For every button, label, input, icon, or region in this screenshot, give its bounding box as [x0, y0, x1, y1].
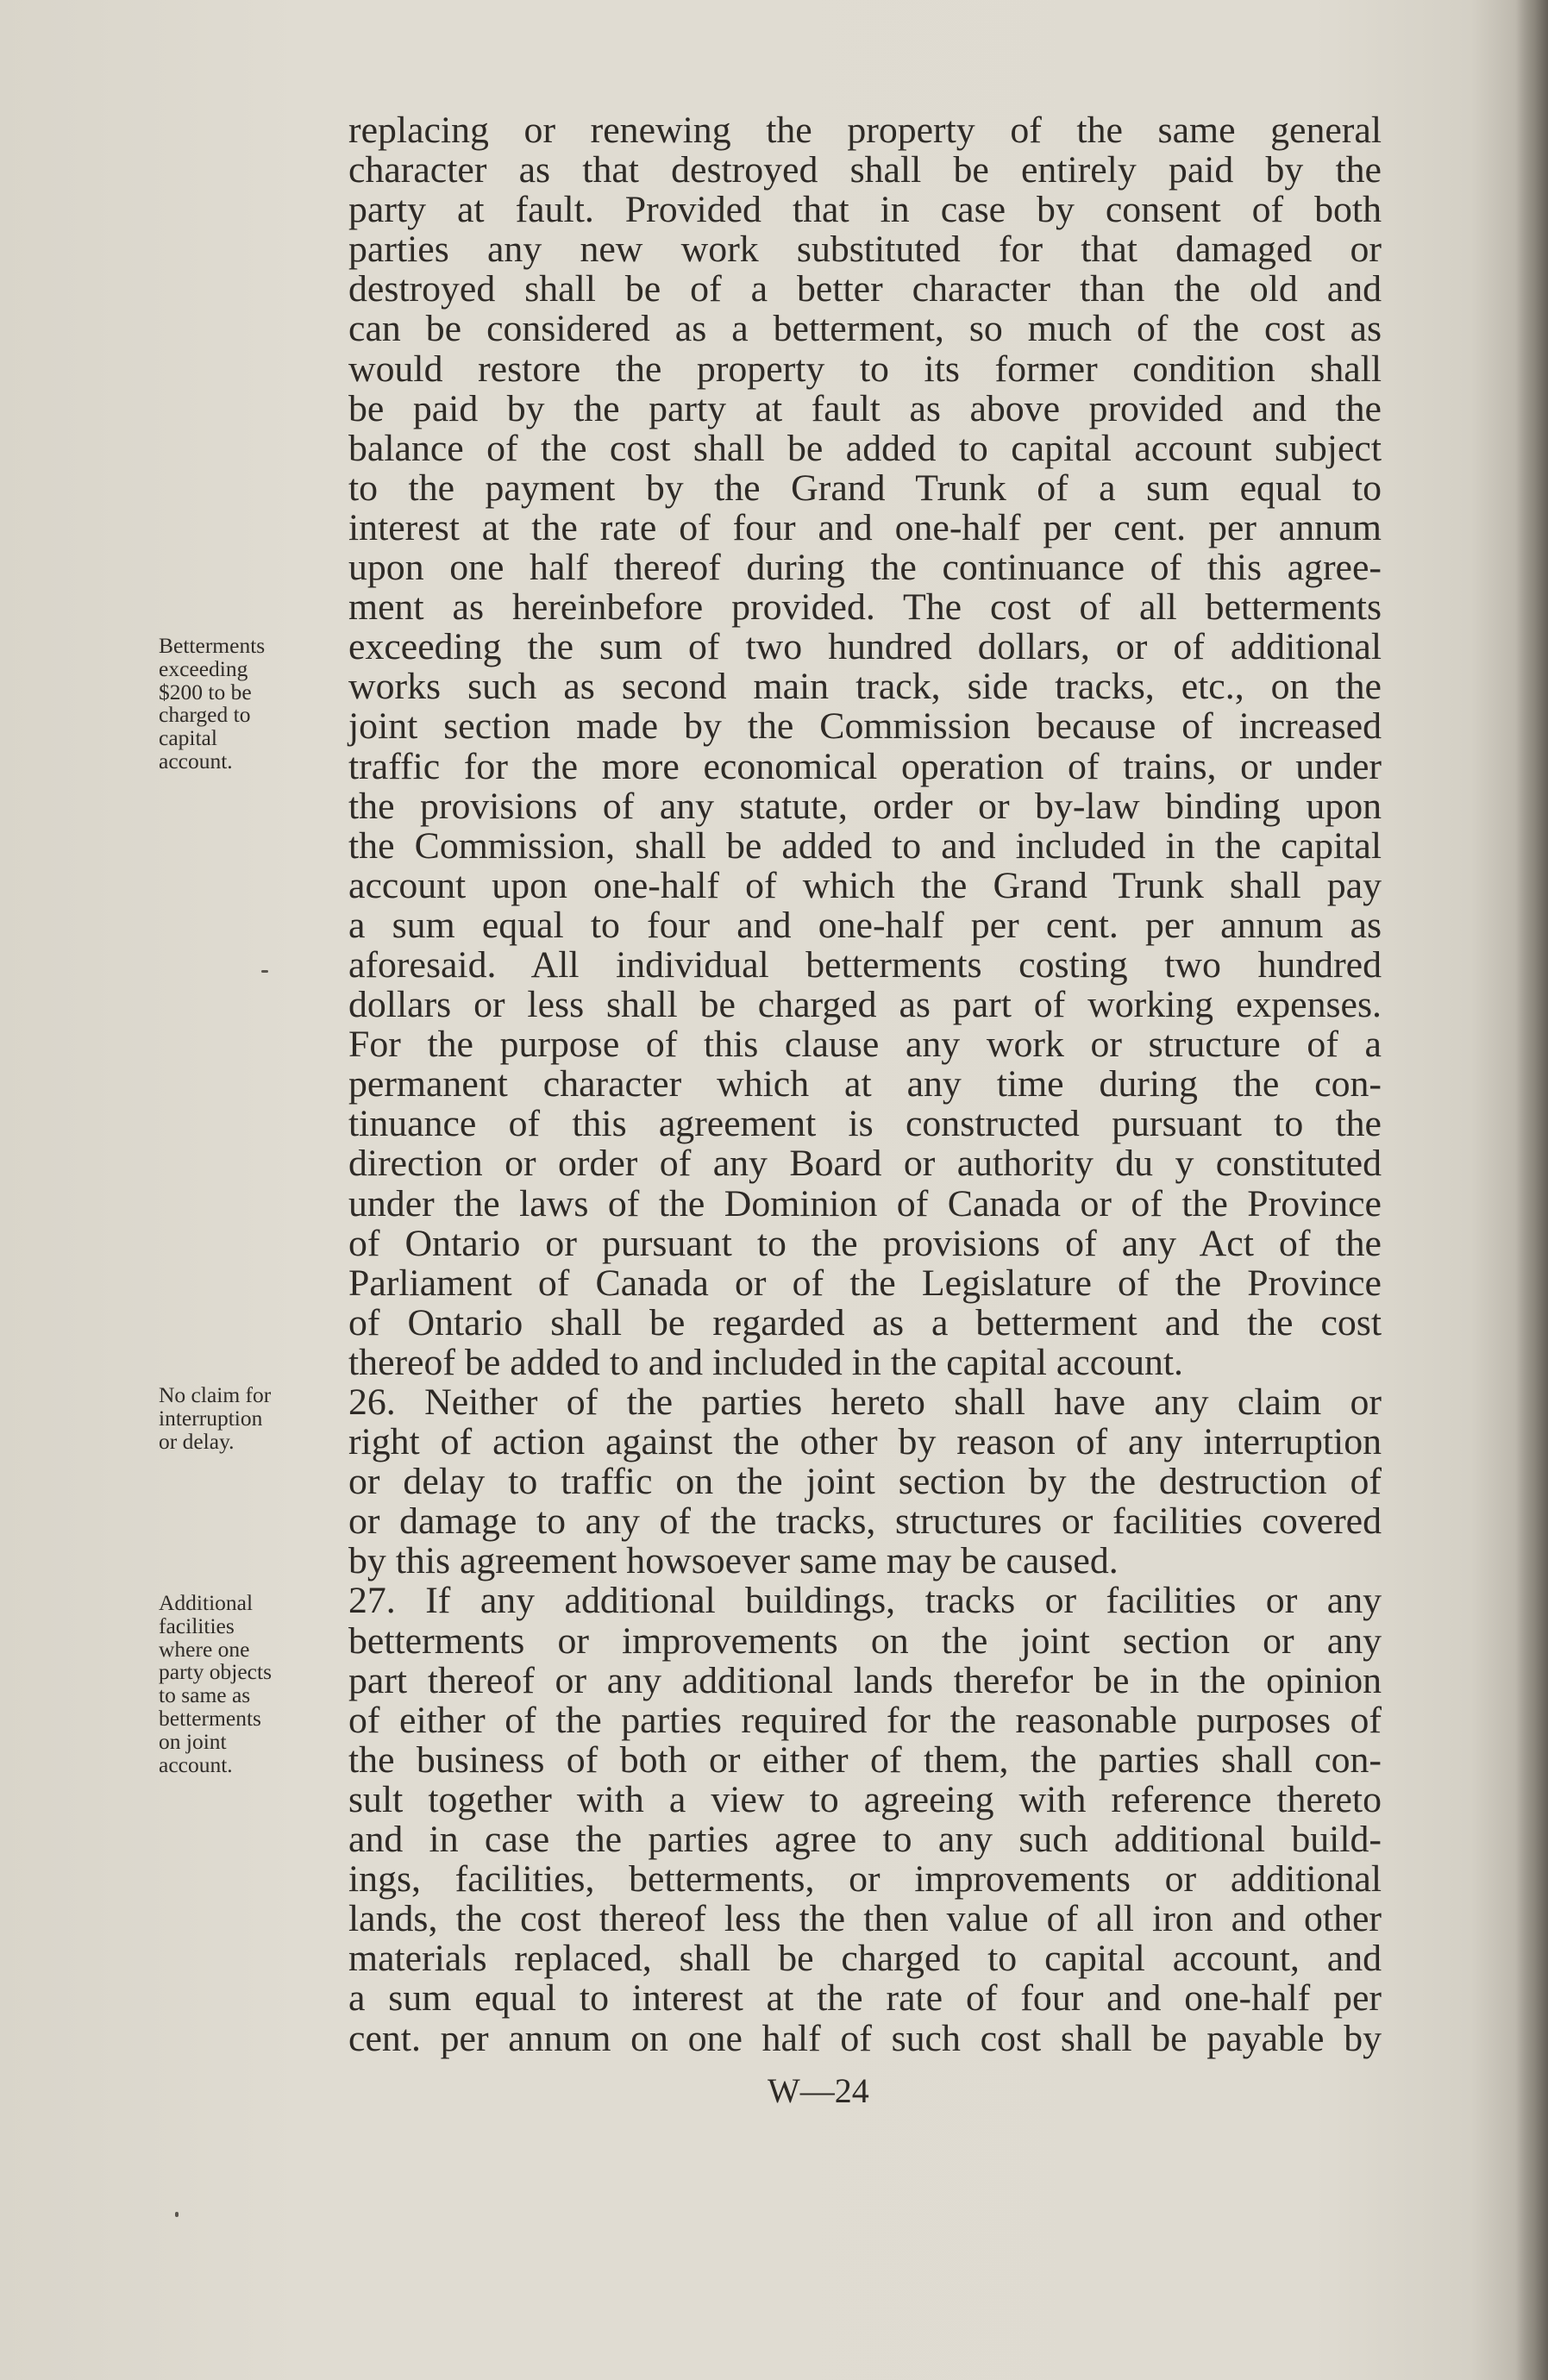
speck-mark	[175, 2212, 179, 2217]
body-line: interest at the rate of four and one-half per cent. per annum	[348, 506, 1382, 548]
speck-mark	[261, 970, 268, 973]
body-line: or delay to traffic on the joint section by the destruction of	[348, 1461, 1382, 1503]
body-line: sult together with a view to agreeing with reference thereto	[348, 1778, 1382, 1820]
body-line: can be considered as a betterment, so much of the cost as	[348, 308, 1382, 350]
body-line: to the payment by the Grand Trunk of a sum equal to	[348, 467, 1382, 509]
body-line: would restore the property to its former condition shall	[348, 348, 1382, 390]
margin-note-line: account.	[159, 1751, 233, 1777]
body-line: ings, facilities, betterments, or improvements or additional	[348, 1858, 1382, 1901]
margin-note-additional-facilities	[159, 1592, 323, 1776]
margin-note-line: capital	[159, 725, 217, 751]
body-line: of Ontario or pursuant to the provisions of any Act of the	[348, 1222, 1382, 1264]
margin-note-betterments	[159, 635, 323, 774]
body-line: ment as hereinbefore provided. The cost of all betterments	[348, 586, 1382, 629]
margin-note-line: on joint	[159, 1728, 227, 1754]
body-line: destroyed shall be of a better character than the old and	[348, 268, 1382, 310]
body-line: Parliament of Canada or of the Legislature of the Province	[348, 1262, 1382, 1304]
body-line: and in case the parties agree to any such additional build-	[348, 1819, 1382, 1861]
margin-note-line: $200 to be	[159, 679, 252, 705]
body-line: tinuance of this agreement is constructed pursuant to the	[348, 1103, 1382, 1145]
body-line: upon one half thereof during the continuance of this agree-	[348, 547, 1382, 589]
body-line: be paid by the party at fault as above provided and the	[348, 387, 1382, 429]
body-line: lands, the cost thereof less the then value of all iron and other	[348, 1898, 1382, 1940]
body-line: For the purpose of this clause any work or structure of a	[348, 1024, 1382, 1066]
margin-note-line: to same as	[159, 1682, 251, 1708]
margin-note-line: account.	[159, 748, 233, 774]
body-line: cent. per annum on one half of such cost shall be payable by	[348, 2017, 1382, 2059]
body-line: character as that destroyed shall be entirely paid by the	[348, 149, 1382, 191]
margin-note-line: or delay.	[159, 1428, 235, 1454]
margin-note-line: Betterments	[159, 633, 266, 658]
body-line: by this agreement howsoever same may be caused.	[348, 1540, 1119, 1582]
body-line: exceeding the sum of two hundred dollars, or of additional	[348, 626, 1382, 668]
body-line: a sum equal to four and one-half per cent. per annum as	[348, 904, 1382, 946]
body-text	[348, 110, 1382, 2058]
body-line: of either of the parties required for the reasonable purposes of	[348, 1699, 1382, 1741]
margin-note-no-claim	[159, 1384, 323, 1453]
margin-note-line: party objects	[159, 1659, 272, 1685]
margin-note-line: exceeding	[159, 655, 248, 681]
margin-note-line: charged to	[159, 702, 251, 728]
margin-note-line: interruption	[159, 1405, 263, 1431]
body-line: aforesaid. All individual betterments costing two hundred	[348, 943, 1382, 986]
margin-note-line: No claim for	[159, 1382, 272, 1407]
body-line: a sum equal to interest at the rate of four and one-half per	[348, 1977, 1382, 2020]
book-spine-shadow	[1515, 0, 1548, 2380]
body-line: permanent character which at any time during the con-	[348, 1063, 1382, 1105]
body-line: betterments or improvements on the joint section or any	[348, 1619, 1382, 1662]
body-line: or damage to any of the tracks, structures or facilities covered	[348, 1500, 1382, 1543]
body-line: joint section made by the Commission because of increased	[348, 705, 1382, 748]
body-line: thereof be added to and included in the capital account.	[348, 1341, 1184, 1383]
margin-note-line: where one	[159, 1636, 250, 1662]
page-number: W—24	[768, 2071, 869, 2110]
body-line: dollars or less shall be charged as part of working expenses.	[348, 984, 1382, 1026]
body-line: the Commission, shall be added to and included in the capital	[348, 824, 1382, 867]
body-line: account upon one-half of which the Grand Trunk shall pay	[348, 864, 1382, 906]
body-line: the provisions of any statute, order or by-law binding upon	[348, 785, 1382, 827]
body-line: under the laws of the Dominion of Canada or of the Province	[348, 1182, 1382, 1224]
body-line: direction or order of any Board or authority du y constituted	[348, 1143, 1382, 1185]
margin-note-line: facilities	[159, 1613, 235, 1638]
body-line: 26. Neither of the parties hereto shall have any claim or	[348, 1381, 1382, 1423]
body-line: replacing or renewing the property of the same general	[348, 110, 1382, 151]
margin-note-line: betterments	[159, 1705, 261, 1731]
margin-note-line: Additional	[159, 1590, 254, 1615]
body-line: right of action against the other by reason of any interruption	[348, 1421, 1382, 1463]
body-line: 27. If any additional buildings, tracks or facilities or any	[348, 1580, 1382, 1622]
body-line: parties any new work substituted for that damaged or	[348, 229, 1382, 271]
body-line: materials replaced, shall be charged to capital account, and	[348, 1938, 1382, 1980]
body-line: traffic for the more economical operation of trains, or under	[348, 745, 1382, 787]
body-line: of Ontario shall be regarded as a betterment and the cost	[348, 1301, 1382, 1343]
body-line: the business of both or either of them, the parties shall con-	[348, 1738, 1382, 1781]
body-line: part thereof or any additional lands therefor be in the opinion	[348, 1659, 1382, 1701]
body-line: party at fault. Provided that in case by consent of both	[348, 189, 1382, 231]
body-line: works such as second main track, side tracks, etc., on the	[348, 666, 1382, 708]
body-line: balance of the cost shall be added to capital account subject	[348, 427, 1382, 469]
